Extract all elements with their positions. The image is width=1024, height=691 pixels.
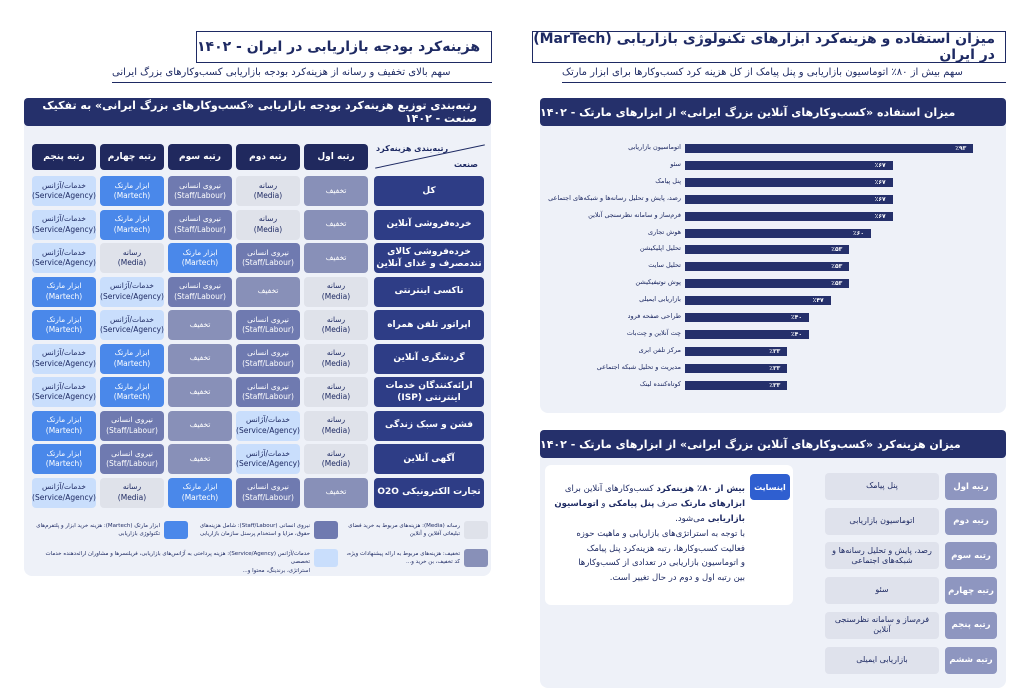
budget-cell-text: خدمات/آژانس xyxy=(42,247,86,257)
budget-cell-text: ابزار مارتک xyxy=(114,348,150,358)
budget-cell-serv xyxy=(236,411,300,441)
legend-swatch-serv xyxy=(314,549,338,567)
budget-cell-disc xyxy=(168,444,232,474)
budget-cell-mar xyxy=(32,277,96,307)
budget-legend xyxy=(24,515,491,575)
industry-label: گردشگری آنلاین xyxy=(374,344,484,374)
insight-text-segment: می‌شود. xyxy=(675,513,705,524)
bar-value-label: ٪۴۷ xyxy=(812,297,824,305)
category-label: تحلیل سایت xyxy=(648,261,681,270)
budget-cell-staff xyxy=(236,243,300,273)
budget-cell-text: (Service/Agency) xyxy=(32,224,96,234)
budget-cell-text: (Service/Agency) xyxy=(32,258,96,267)
budget-cell-mar xyxy=(32,444,96,474)
industry-label: کل xyxy=(374,176,484,206)
rank-column-header: رتبه سوم xyxy=(168,144,232,170)
bar xyxy=(685,229,871,238)
legend-text-line: استراتژی، برندینگ، محتوا و... xyxy=(242,567,310,574)
budget-title xyxy=(196,31,492,63)
budget-cell-serv xyxy=(32,243,96,273)
budget-cell-text: ابزار مارتک xyxy=(182,247,218,257)
budget-cell-text: نیروی انسانی xyxy=(179,180,221,190)
bar-value-label: ٪۴۰ xyxy=(791,330,802,338)
spend-rank-label: رتبه سوم xyxy=(945,542,997,569)
category-label: پنل پیامک xyxy=(655,176,681,185)
bar-value-label: ٪۶۷ xyxy=(874,178,886,186)
budget-cell-text: (Staff/Labour) xyxy=(106,425,158,435)
legend-text xyxy=(344,550,460,567)
budget-cell-staff xyxy=(236,344,300,374)
industry-label: اپراتور تلفن همراه xyxy=(374,310,484,340)
budget-cell-staff xyxy=(168,176,232,206)
budget-cell-staff xyxy=(236,310,300,340)
category-label: مرکز تلفن ابری xyxy=(638,345,681,354)
insight-text-segment: و اتوماسیون بازاریابی در تعدادی از کسب‌وکارها xyxy=(578,558,745,569)
budget-cell-text: رسانه xyxy=(122,247,142,257)
category-label: سئو xyxy=(670,159,681,168)
budget-cell-text: (Martech) xyxy=(45,459,83,468)
rank-column-header: رتبه دوم xyxy=(236,144,300,170)
budget-cell-text: (Martech) xyxy=(45,325,83,334)
budget-cell-text: (Martech) xyxy=(113,392,151,401)
spend-rank-tool: فرم‌ساز و سامانه نظرسنجی آنلاین xyxy=(825,612,939,639)
industry-label: فشن و سبک زندگی xyxy=(374,411,484,441)
budget-cell-mar xyxy=(168,243,232,273)
budget-cell-disc xyxy=(304,210,368,240)
martech-subtitle-text: سهم بیش از ۸۰٪ اتوماسیون بازاریابی و پنل پیامک از کل هزینه کرد کسب‌وکارها برای ابزار مارتک xyxy=(562,67,963,78)
budget-cell-text: (Staff/Labour) xyxy=(106,459,158,468)
budget-title-text: هزینه‌کرد بودجه بازاریابی در ایران - ۱۴۰۲ xyxy=(197,39,481,55)
industry-label: خرده‌فروشی آنلاین xyxy=(374,210,484,240)
bar xyxy=(685,195,893,204)
budget-cell-staff xyxy=(168,277,232,307)
category-label: مدیریت و تحلیل شبکه اجتماعی xyxy=(596,362,681,371)
budget-cell-mar xyxy=(100,176,164,206)
legend-text-line: تکنولوژی بازاریابی xyxy=(118,531,160,538)
category-label: تحلیل اپلیکیشن xyxy=(639,244,681,253)
budget-cell-text: تخفیف xyxy=(325,219,347,229)
spend-rank-tool: پنل پیامک xyxy=(825,473,939,500)
rank-column-header: رتبه چهارم xyxy=(100,144,164,170)
budget-cell-text: (Media) xyxy=(253,224,283,234)
bar-value-label: ٪۵۳ xyxy=(831,246,843,254)
budget-cell-media xyxy=(236,210,300,240)
budget-cell-mar xyxy=(100,377,164,407)
budget-cell-text: رسانه xyxy=(326,448,346,458)
budget-cell-text: (Media) xyxy=(117,258,147,267)
insight-line xyxy=(552,497,745,512)
budget-cell-text: (Service/Agency) xyxy=(100,325,164,334)
budget-cell-text: (Media) xyxy=(321,392,351,401)
insight-bold-text: بیش از ۸۰٪ هزینه‌کرد xyxy=(653,484,745,494)
insight-text-segment: فعالیت کسب‌وکارها، رتبه هزینه‌کرد پنل پیامک xyxy=(586,543,745,554)
budget-cell-media xyxy=(304,277,368,307)
bar-value-label: ٪۳۳ xyxy=(769,364,781,372)
spend-rank-tool: رصد، پایش و تحلیل رسانه‌ها و شبکه‌های اجتماعی xyxy=(825,542,939,569)
budget-cell-text: ابزار مارتک xyxy=(182,482,218,492)
budget-cell-media xyxy=(304,344,368,374)
legend-text-line: کد تخفیف، بن خرید و... xyxy=(406,559,460,566)
budget-cell-text: نیروی انسانی xyxy=(111,448,153,458)
budget-cell-text: (Martech) xyxy=(181,492,219,502)
industry-label: خرده‌فروشی کالای تندمصرف و غذای آنلاین xyxy=(374,243,484,273)
bar-value-label: ٪۵۳ xyxy=(831,280,843,288)
bar-value-label: ٪۳۳ xyxy=(769,381,781,389)
bar xyxy=(685,212,893,221)
budget-cell-text: خدمات/آژانس xyxy=(42,214,86,224)
category-label: پوش نوتیفیکیشن xyxy=(635,278,681,287)
category-label: فرم‌ساز و سامانه نظرسنجی آنلاین xyxy=(588,210,681,219)
budget-cell-text: (Media) xyxy=(321,425,351,435)
budget-cell-text: رسانه xyxy=(122,482,142,492)
budget-cell-text: (Staff/Labour) xyxy=(242,358,294,368)
legend-text xyxy=(194,522,310,539)
spend-rank-tool: بازاریابی ایمیلی xyxy=(825,647,939,674)
budget-cell-text: نیروی انسانی xyxy=(179,281,221,291)
legend-text-line: حقوق، مزایا و استخدام پرسنل سازمان بازاریابی xyxy=(199,531,310,538)
budget-cell-media xyxy=(236,176,300,206)
bar-value-label: ٪۳۳ xyxy=(769,347,781,355)
budget-cell-text: (Service/Agency) xyxy=(100,291,164,301)
bar xyxy=(685,144,973,153)
budget-cell-text: (Media) xyxy=(253,191,283,200)
budget-cell-serv xyxy=(32,344,96,374)
budget-cell-disc xyxy=(236,277,300,307)
budget-cell-text: (Staff/Labour) xyxy=(242,325,294,334)
category-label: چت آنلاین و چت‌بات xyxy=(626,328,681,337)
budget-cell-disc xyxy=(168,344,232,374)
usage-panel-header xyxy=(540,98,1006,126)
category-label: بازاریابی ایمیلی xyxy=(639,295,681,304)
budget-panel-header-text: رتبه‌بندی توزیع هزینه‌کرد بودجه بازاریابی «کسب‌وکارهای بزرگ ایرانی» به تفکیک صنعت - ۱۴۰۲ xyxy=(42,99,477,125)
budget-cell-mar xyxy=(100,210,164,240)
usage-bar-chart xyxy=(540,136,1006,406)
budget-cell-text: نیروی انسانی xyxy=(111,415,153,425)
budget-cell-text: (Service/Agency) xyxy=(236,425,300,435)
legend-text-line: رسانه (Media): هزینه‌های مربوط به خرید فضای xyxy=(348,523,460,529)
budget-cell-text: (Martech) xyxy=(113,191,151,200)
industry-label: آگهی آنلاین xyxy=(374,444,484,474)
bar xyxy=(685,245,849,254)
industry-label: تجارت الکترونیکی O2O xyxy=(374,478,484,508)
budget-cell-mar xyxy=(32,411,96,441)
budget-cell-text: (Service/Agency) xyxy=(32,392,96,401)
budget-cell-serv xyxy=(236,444,300,474)
budget-cell-media xyxy=(304,377,368,407)
budget-cell-text: (Media) xyxy=(321,325,351,334)
budget-cell-text: (Martech) xyxy=(113,358,151,368)
insight-badge xyxy=(750,474,790,500)
bar-value-label: ٪۶۷ xyxy=(874,161,886,169)
budget-cell-text: تخفیف xyxy=(325,487,347,497)
budget-cell-text: خدمات/آژانس xyxy=(42,180,86,190)
insight-bold-text: اتوماسیون xyxy=(554,498,599,509)
spend-rank-tool: اتوماسیون بازاریابی xyxy=(825,508,939,535)
legend-swatch-mar xyxy=(164,521,188,539)
budget-cell-text: تخفیف xyxy=(189,453,211,463)
budget-cell-text: (Staff/Labour) xyxy=(242,258,294,267)
legend-text-line: تبلیغاتی آفلاین و آنلاین xyxy=(409,531,460,538)
insight-text-segment: با توجه به استراتژی‌های بازاریابی و ماهیت حوزه xyxy=(576,528,745,539)
martech-title xyxy=(532,31,1006,63)
budget-cell-text: نیروی انسانی xyxy=(247,247,289,257)
budget-cell-text: خدمات/آژانس xyxy=(110,314,154,324)
budget-cell-text: رسانه xyxy=(258,180,278,190)
budget-cell-text: رسانه xyxy=(326,281,346,291)
bar-value-label: ٪۶۰ xyxy=(853,229,864,237)
bar-value-label: ٪۶۷ xyxy=(874,195,886,203)
budget-cell-text: (Staff/Labour) xyxy=(174,291,226,301)
insight-bold-text: ابزارهای مارتک xyxy=(677,498,745,509)
legend-text xyxy=(344,522,460,539)
insight-line xyxy=(552,542,745,557)
bar-value-label: ٪۵۳ xyxy=(831,263,843,271)
budget-cell-text: ابزار مارتک xyxy=(114,214,150,224)
industry-label: تاکسی اینترنتی xyxy=(374,277,484,307)
budget-cell-text: تخفیف xyxy=(189,420,211,430)
insight-text-segment: کسب‌وکارهای آنلاین برای xyxy=(564,484,654,494)
insight-line xyxy=(552,527,745,542)
budget-cell-staff xyxy=(236,478,300,508)
insight-line xyxy=(552,556,745,571)
budget-cell-media xyxy=(100,478,164,508)
category-label: رصد، پایش و تحلیل رسانه‌ها و شبکه‌های اجتماعی xyxy=(548,193,681,202)
martech-subtitle xyxy=(562,63,1006,83)
budget-cell-text: (Media) xyxy=(321,459,351,468)
insight-bold-text: بازاریابی xyxy=(704,513,745,524)
budget-cell-media xyxy=(304,411,368,441)
legend-text-line: خدمات/آژانس (Service/Agency): هزینه پرداختی به آژانس‌های بازاریابی، فریلنسرها و مشاوران ارائه‌دهنده خدمات تخصصی xyxy=(45,551,310,566)
budget-cell-text: (Staff/Labour) xyxy=(242,492,294,502)
budget-cell-text: رسانه xyxy=(326,348,346,358)
spend-rank-label: رتبه دوم xyxy=(945,508,997,535)
spend-rank-label: رتبه اول xyxy=(945,473,997,500)
budget-cell-disc xyxy=(304,243,368,273)
budget-cell-media xyxy=(100,243,164,273)
budget-cell-staff xyxy=(100,444,164,474)
budget-cell-serv xyxy=(32,478,96,508)
budget-cell-mar xyxy=(168,478,232,508)
insight-bold-text: پنل پیامکی xyxy=(605,498,655,509)
budget-cell-text: رسانه xyxy=(326,415,346,425)
budget-cell-text: (Media) xyxy=(321,358,351,368)
budget-cell-text: (Service/Agency) xyxy=(32,358,96,368)
budget-cell-serv xyxy=(32,176,96,206)
budget-cell-text: ابزار مارتک xyxy=(46,448,82,458)
budget-cell-text: نیروی انسانی xyxy=(247,381,289,391)
spend-rank-label: رتبه چهارم xyxy=(945,577,997,604)
budget-cell-text: نیروی انسانی xyxy=(247,482,289,492)
budget-cell-media xyxy=(304,444,368,474)
budget-cell-text: خدمات/آژانس xyxy=(246,415,290,425)
budget-cell-text: تخفیف xyxy=(325,185,347,195)
category-label: هوش تجاری xyxy=(648,227,681,236)
budget-cell-text: تخفیف xyxy=(189,319,211,329)
budget-cell-text: ابزار مارتک xyxy=(46,314,82,324)
budget-cell-text: خدمات/آژانس xyxy=(42,381,86,391)
bar-value-label: ٪۴۰ xyxy=(791,314,802,321)
budget-cell-text: رسانه xyxy=(326,381,346,391)
budget-cell-text: (Service/Agency) xyxy=(32,191,96,200)
budget-cell-text: (Service/Agency) xyxy=(32,492,96,502)
bar xyxy=(685,178,893,187)
budget-cell-disc xyxy=(168,310,232,340)
budget-cell-serv xyxy=(100,310,164,340)
martech-title-text: میزان استفاده و هزینه‌کرد ابزارهای تکنولوژی بازاریابی (MarTech) در ایران xyxy=(533,31,995,63)
budget-cell-text: (Martech) xyxy=(181,258,219,267)
spend-rank-tool: سئو xyxy=(825,577,939,604)
bar xyxy=(685,279,849,288)
budget-cell-serv xyxy=(100,277,164,307)
bar xyxy=(685,161,893,170)
legend-swatch-staff xyxy=(314,521,338,539)
corner-header-rank: رتبه‌بندی هزینه‌کرد xyxy=(376,144,449,153)
insight-line xyxy=(552,482,745,497)
rank-column-header: رتبه اول xyxy=(304,144,368,170)
budget-cell-text: تخفیف xyxy=(189,353,211,363)
bar-value-label: ٪۶۷ xyxy=(874,212,886,220)
bar-value-label: ٪۹۳ xyxy=(955,145,967,152)
budget-cell-text: (Martech) xyxy=(45,425,83,435)
budget-cell-mar xyxy=(32,310,96,340)
budget-cell-text: تخفیف xyxy=(189,386,211,396)
budget-cell-mar xyxy=(100,344,164,374)
spend-rank-label: رتبه پنجم xyxy=(945,612,997,639)
industry-label: ارائه‌کنندگان خدمات اینترنتی (ISP) xyxy=(374,377,484,407)
budget-cell-text: رسانه xyxy=(326,314,346,324)
budget-subtitle xyxy=(112,63,492,83)
budget-subtitle-text: سهم بالای تخفیف و رسانه از هزینه‌کرد بودجه بازاریابی کسب‌وکارهای بزرگ ایرانی xyxy=(112,67,451,78)
budget-cell-disc xyxy=(304,176,368,206)
bar xyxy=(685,296,831,305)
budget-cell-staff xyxy=(168,210,232,240)
legend-text-line: تخفیف: هزینه‌های مربوط به ارائه پیشنهادات ویژه، xyxy=(346,551,460,557)
rank-column-header: رتبه پنجم xyxy=(32,144,96,170)
insight-text-segment: بین رتبه اول و دوم در حال تغییر است. xyxy=(609,573,745,584)
budget-cell-text: رسانه xyxy=(258,214,278,224)
budget-cell-disc xyxy=(168,377,232,407)
budget-cell-text: نیروی انسانی xyxy=(247,314,289,324)
budget-cell-text: (Staff/Labour) xyxy=(174,191,226,200)
budget-cell-text: خدمات/آژانس xyxy=(110,281,154,291)
budget-cell-text: (Martech) xyxy=(45,291,83,301)
insight-text-segment: و xyxy=(598,498,606,509)
budget-cell-text: (Service/Agency) xyxy=(236,459,300,468)
budget-cell-text: (Staff/Labour) xyxy=(174,224,226,234)
legend-text-line: ابزار مارتک (Martech): هزینه خرید ابزار و پلتفرم‌های xyxy=(36,523,160,529)
budget-cell-text: (Martech) xyxy=(113,224,151,234)
insight-line xyxy=(552,512,745,527)
spend-rank-label: رتبه ششم xyxy=(945,647,997,674)
budget-cell-text: تخفیف xyxy=(325,252,347,262)
budget-cell-text: (Media) xyxy=(117,492,147,502)
category-label: کوتاه‌کننده لینک xyxy=(639,379,681,388)
usage-panel-header-text: میزان استفاده «کسب‌وکارهای آنلاین بزرگ ایرانی» از ابزارهای مارتک - ۱۴۰۲ xyxy=(540,105,956,119)
corner-header-industry: صنعت xyxy=(454,160,478,169)
budget-table xyxy=(24,130,491,510)
budget-cell-text: نیروی انسانی xyxy=(247,348,289,358)
budget-cell-serv xyxy=(32,377,96,407)
budget-cell-disc xyxy=(168,411,232,441)
budget-cell-text: ابزار مارتک xyxy=(114,381,150,391)
budget-cell-staff xyxy=(100,411,164,441)
category-label: اتوماسیون بازاریابی xyxy=(628,143,681,151)
budget-cell-disc xyxy=(304,478,368,508)
spend-panel-header-text: میزان هزینه‌کرد «کسب‌وکارهای آنلاین بزرگ ایرانی» از ابزارهای مارتک - ۱۴۰۲ xyxy=(540,437,961,451)
budget-cell-text: ابزار مارتک xyxy=(46,415,82,425)
spend-panel-header xyxy=(540,430,1006,458)
insight-text xyxy=(552,482,745,586)
budget-cell-text: تخفیف xyxy=(257,286,279,296)
budget-cell-text: ابزار مارتک xyxy=(114,180,150,190)
budget-cell-text: خدمات/آژانس xyxy=(42,482,86,492)
budget-cell-serv xyxy=(32,210,96,240)
insight-line xyxy=(552,571,745,586)
legend-swatch-media xyxy=(464,521,488,539)
budget-cell-text: (Staff/Labour) xyxy=(242,392,294,401)
budget-panel-header xyxy=(24,98,491,126)
spend-rank-list xyxy=(800,468,1002,688)
budget-cell-media xyxy=(304,310,368,340)
bar xyxy=(685,262,849,271)
legend-text-line: نیروی انسانی (Staff/Labour): شامل هزینه‌های xyxy=(199,523,310,529)
budget-cell-text: خدمات/آژانس xyxy=(246,448,290,458)
budget-cell-text: خدمات/آژانس xyxy=(42,348,86,358)
budget-cell-text: ابزار مارتک xyxy=(46,281,82,291)
budget-cell-text: نیروی انسانی xyxy=(179,214,221,224)
budget-cell-text: (Media) xyxy=(321,291,351,301)
insight-text-segment: صرف xyxy=(654,498,678,509)
legend-swatch-disc xyxy=(464,549,488,567)
legend-text xyxy=(38,550,310,575)
insight-badge-text: اینسایت xyxy=(754,482,786,492)
category-label: طراحی صفحه فرود xyxy=(627,312,681,320)
legend-text xyxy=(32,522,160,539)
budget-cell-staff xyxy=(236,377,300,407)
